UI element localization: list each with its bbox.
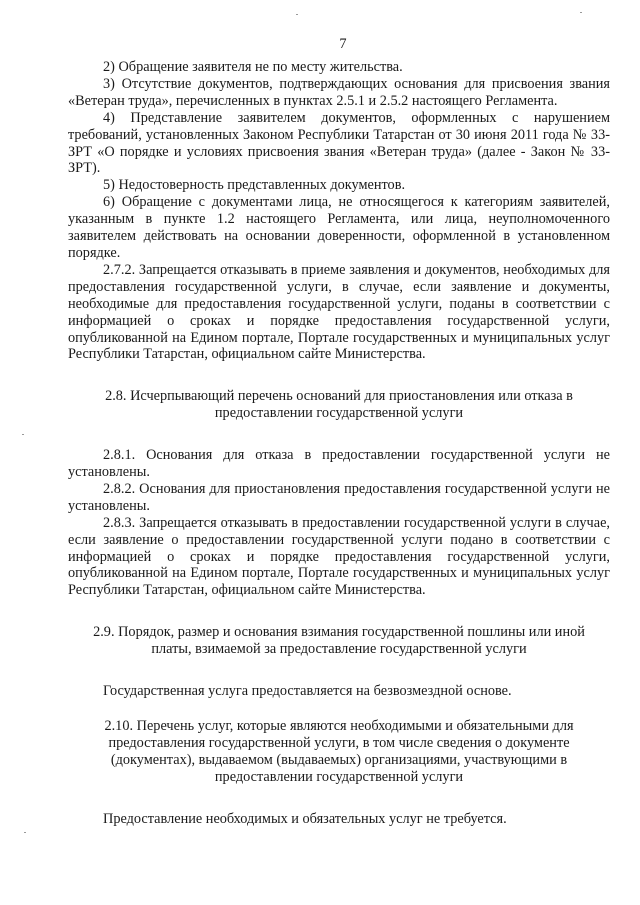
paragraph-item-4: 4) Представление заявителем документов, оформленных с нарушением требований, установленных Законом Республики Татарстан от 30 июня 2011 года № 33-ЗРТ «О порядке и условиях присвоения звания «Ветеран труда» (далее - Закон № 33-ЗРТ).: [68, 109, 610, 177]
section-heading-2-8: 2.8. Исчерпывающий перечень оснований для приостановления или отказа в предоставлении государственной услуги: [105, 388, 573, 422]
section-heading-2-9: 2.9. Порядок, размер и основания взимания государственной пошлины или иной платы, взимаемой за предоставление государственной услуги: [93, 624, 585, 658]
paragraph-2-8-3: 2.8.3. Запрещается отказывать в предоставлении государственной услуги в случае, если заявление о предоставлении государственной услуги подано в соответствии с информацией о сроках и порядке предоставления государственной услуги, опубликованной на Едином портале, Портале государственных и муниципальных услуг Республики Татарстан, официальном сайте Министерства.: [68, 514, 610, 599]
scan-speck: [24, 832, 26, 833]
section-heading-2-10: 2.10. Перечень услуг, которые являются необходимыми и обязательными для предоставления государственной услуги, в том числе сведения о документе (документах), выдаваемом (выдаваемых) организациями, участвующими в предоставлении государственной услуги: [104, 718, 574, 785]
paragraph-item-2: 2) Обращение заявителя не по месту жительства.: [103, 59, 403, 75]
paragraph-no-required-services: Предоставление необходимых и обязательных услуг не требуется.: [103, 810, 507, 827]
page-number: 7: [339, 36, 347, 52]
paragraph-item-5: 5) Недостоверность представленных документов.: [103, 177, 406, 194]
scan-speck: [22, 434, 24, 435]
scan-speck: [296, 14, 298, 15]
paragraph-2-8-1: 2.8.1. Основания для отказа в предоставлении государственной услуги не установлены.: [68, 447, 610, 481]
paragraph-item-6: 6) Обращение с документами лица, не относящегося к категориям заявителей, указанным в пункте 1.2 настоящего Регламента, или лица, неуполномоченного заявителем действовать на основании доверенности, оформленной в установленном порядке.: [68, 194, 610, 261]
document-body: [68, 59, 610, 828]
paragraph-2-7-2: 2.7.2. Запрещается отказывать в приеме заявления и документов, необходимых для предоставления государственной услуги, в случае, если заявление и документы, необходимые для предоставления государственной услуги, поданы в соответствии с информацией о сроках и порядке предоставления государственной услуги, опубликованной на Едином портале, Портале государственных и муниципальных услуг Республики Татарстан, официальном сайте Министерства.: [68, 261, 610, 363]
paragraph-2-8-2: 2.8.2. Основания для приостановления предоставления государственной услуги не установлены.: [68, 480, 610, 514]
paragraph-item-3: 3) Отсутствие документов, подтверждающих основания для присвоения звания «Ветеран труда», перечисленных в пунктах 2.5.1 и 2.5.2 настоящего Регламента.: [68, 75, 610, 109]
scan-speck: [580, 12, 582, 13]
paragraph-free-service: Государственная услуга предоставляется на безвозмездной основе.: [103, 683, 512, 700]
